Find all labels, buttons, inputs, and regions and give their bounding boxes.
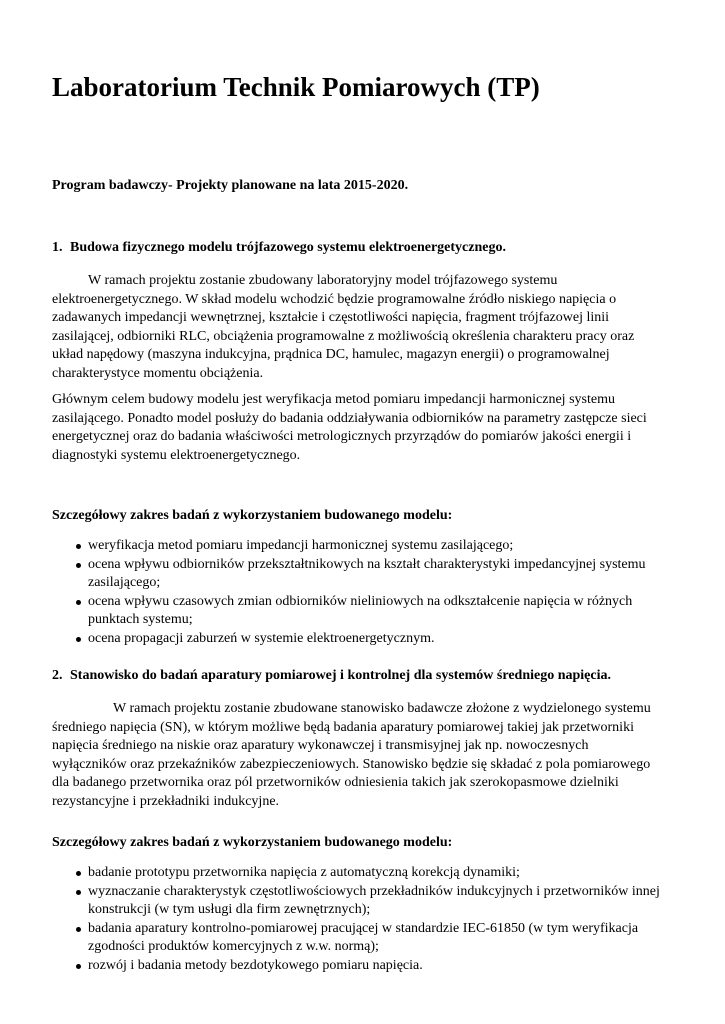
bullet-icon — [76, 600, 81, 605]
text-line: układ napędowy (maszyna indukcyjna, prądnica DC, hamulec, magazyn energii) o programowalnej — [52, 347, 610, 362]
text-line: dla badanego przetwornika oraz pól przetworników odniesienia takich jak szerokopasmowe dzielniki — [52, 775, 619, 790]
section-1-title: Budowa fizycznego modelu trójfazowego systemu elektroenergetycznego. — [70, 240, 506, 255]
list-item — [74, 883, 684, 920]
section-2-scope-heading: Szczegółowy zakres badań z wykorzystaniem budowanego modelu: — [52, 835, 453, 850]
bullet-icon — [76, 927, 81, 932]
list-item-text: punktach systemu; — [88, 612, 193, 627]
bullet-icon — [76, 637, 81, 642]
text-line: napięcia średniego na niskie oraz aparatury wykonawczej i transmisyjnej jak np. nowoczesnych — [52, 738, 589, 753]
document-subtitle: Program badawczy- Projekty planowane na lata 2015-2020. — [52, 178, 409, 193]
bullet-icon — [76, 871, 81, 876]
list-item-text: ocena wpływu czasowych zmian odbiorników nieliniowych na odkształcenie napięcia w różnych — [88, 593, 633, 609]
list-item-text: wyznaczanie charakterystyk częstotliwościowych przekładników indukcyjnych i przetworników innej — [88, 883, 660, 899]
section-1-heading — [52, 240, 506, 256]
list-item-text: weryfikacja metod pomiaru impedancji harmonicznej systemu zasilającego; — [88, 538, 514, 553]
list-item — [74, 864, 684, 883]
list-item — [74, 593, 684, 630]
list-item-text: ocena wpływu odbiorników przekształtnikowych na kształt charakterystyki impedancyjnej systemu — [88, 556, 646, 572]
text-line: wyłączników oraz przekaźników zabezpieczeniowych. Stanowisko będzie się składać z pola pomiarowego — [52, 756, 651, 772]
list-item-text: badanie prototypu przetwornika napięcia z automatyczną korekcją dynamiki; — [88, 865, 520, 880]
bullet-icon — [76, 544, 81, 549]
list-item-text: konstrukcji (w tym usługi dla firm zewnętrznych); — [88, 902, 371, 917]
list-item — [74, 537, 684, 556]
section-2-scope-list — [74, 864, 684, 975]
text-line: zadawanych impedancji wewnętrznej, kształcie i częstotliwości napięcia, fragment trójfazowej linii — [52, 310, 610, 325]
text-line: charakterystyce momentu obciążenia. — [52, 365, 264, 381]
text-line: elektroenergetycznego. W skład modelu wchodzić będzie programowalne źródło niskiego napięcia o — [52, 291, 617, 307]
list-item-text: zgodności produktów komercyjnych z w.w. normą); — [88, 939, 379, 954]
text-line: zasilającego. Ponadto model posłuży do badania oddziaływania odbiorników na parametry zastępcze sieci — [52, 410, 647, 426]
section-1-paragraph-1 — [52, 272, 677, 383]
list-item-text: ocena propagacji zaburzeń w systemie elektroenergetycznym. — [88, 630, 435, 646]
text-line: W ramach projektu zostanie zbudowany laboratoryjny model trójfazowego systemu — [88, 273, 558, 288]
text-line: energetycznej oraz do badania właściwości metrologicznych przyrządów do pomiarów jakości energii i — [52, 429, 632, 444]
text-line: średniego napięcia (SN), w którym możliwe będą badania aparatury pomiarowej takiej jak przetworniki — [52, 719, 634, 735]
bullet-icon — [76, 964, 81, 969]
list-item — [74, 556, 684, 593]
list-item — [74, 630, 684, 649]
list-item-text: rozwój i badania metody bezdotykowego pomiaru napięcia. — [88, 957, 423, 973]
section-1-paragraph-2 — [52, 391, 677, 465]
section-2-heading — [52, 668, 611, 684]
text-line: zasilającej, odbiorniki RLC, obciążenia programowalne z możliwością określenia charakteru pracy oraz — [52, 328, 635, 344]
bullet-icon — [76, 890, 81, 895]
section-1-scope-list — [74, 537, 684, 648]
section-2-title: Stanowisko do badań aparatury pomiarowej i kontrolnej dla systemów średniego napięcia. — [70, 668, 611, 683]
list-item — [74, 920, 684, 957]
section-2-paragraph-1 — [52, 700, 677, 811]
document-title: Laboratorium Technik Pomiarowych (TP) — [52, 72, 540, 102]
section-1-number: 1. — [52, 240, 63, 255]
text-line: W ramach projektu zostanie zbudowane stanowisko badawcze złożone z wydzielonego systemu — [113, 701, 651, 716]
text-line: Głównym celem budowy modelu jest weryfikacja metod pomiaru impedancji harmonicznej systemu — [52, 392, 615, 407]
list-item-text: badania aparatury kontrolno-pomiarowej pracującej w standardzie IEC-61850 (w tym weryfikacja — [88, 920, 639, 936]
list-item-text: zasilającego; — [88, 575, 161, 590]
list-item — [74, 957, 684, 976]
bullet-icon — [76, 563, 81, 568]
section-1-scope-heading: Szczegółowy zakres badań z wykorzystaniem budowanego modelu: — [52, 508, 453, 523]
text-line: rezystancyjne i przekładniki indukcyjne. — [52, 793, 280, 809]
text-line: diagnostyki systemu elektroenergetycznego. — [52, 447, 301, 463]
section-2-number: 2. — [52, 668, 63, 683]
